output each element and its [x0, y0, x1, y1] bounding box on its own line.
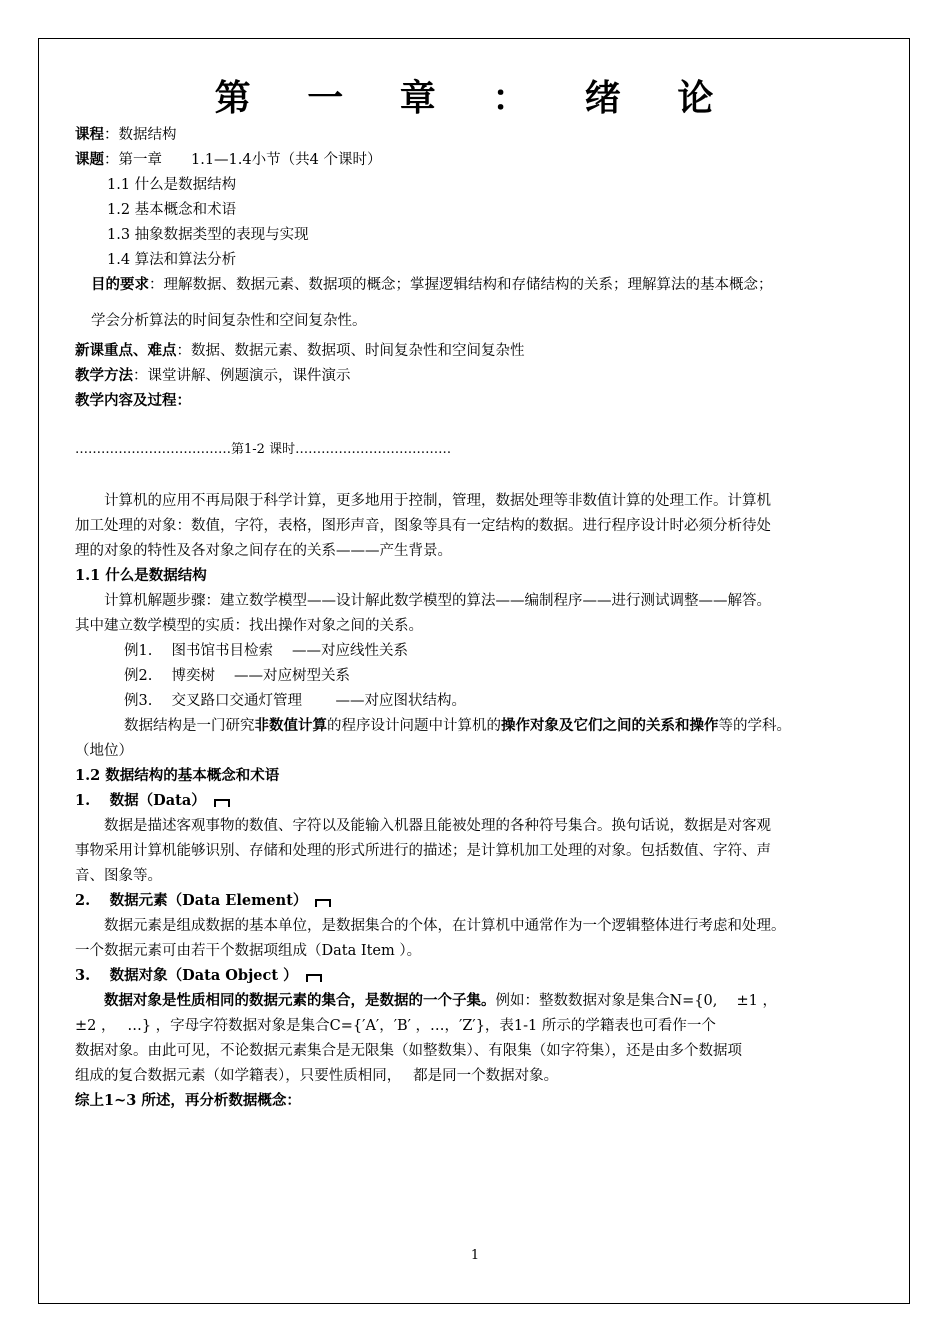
- goal-text-2: 学会分析算法的时间复杂性和空间复杂性。: [91, 313, 367, 329]
- intro-line: 理的对象的特性及各对象之间存在的关系———产生背景。: [75, 543, 452, 559]
- definition-emphasis: 非数值计算: [254, 717, 327, 734]
- definition-text: 数据结构是一门研究: [124, 718, 255, 734]
- section-item: 1.1 什么是数据结构: [107, 177, 237, 193]
- section-item: 1.2 基本概念和术语: [107, 202, 237, 218]
- hook-icon: [315, 899, 331, 907]
- topic-value: ：第一章 1.1—1.4小节（共4 个课时）: [104, 152, 382, 168]
- definition-text: 的程序设计问题中计算机的: [327, 718, 501, 734]
- topic-label: 课题: [75, 151, 104, 168]
- paragraph-line: 其中建立数学模型的实质：找出操作对象之间的关系。: [75, 618, 423, 634]
- paragraph-line: 事物采用计算机能够识别、存储和处理的形式所进行的描述；是计算机加工处理的对象。包括数值、字符、声: [75, 843, 771, 859]
- hook-icon: [306, 974, 322, 982]
- paragraph-line: 数据元素是组成数据的基本单位，是数据集合的个体，在计算机中通常作为一个逻辑整体进行考虑和处理。: [75, 918, 786, 934]
- session-divider: ………………………………第1-2 课时………………………………: [75, 442, 452, 457]
- paragraph-line: 音、图象等。: [75, 868, 162, 884]
- course-line: [75, 124, 177, 146]
- paragraph-line: [75, 990, 777, 1012]
- course-label: 课程: [75, 126, 104, 143]
- paragraph-line: ±2 ， …} ，字母字符数据对象是集合C={′A′，′B′ ，…，′Z′}，表1-1 所示的学籍表也可看作一个: [75, 1018, 716, 1034]
- goal-text: ：理解数据、数据元素、数据项的概念；掌握逻辑结构和存储结构的关系；理解算法的基本概念；: [149, 277, 773, 293]
- content-label: 教学内容及过程：: [75, 392, 191, 409]
- term-label: 1. 数据（Data）: [75, 792, 206, 809]
- intro-line: 加工处理的对象：数值，字符，表格，图形声音，图象等具有一定结构的数据。进行程序设计时必须分析待处: [75, 518, 771, 534]
- course-value: ：数据结构: [104, 127, 177, 143]
- key-label: 新课重点、难点: [75, 342, 177, 359]
- paragraph-line: 组成的复合数据元素（如学籍表），只要性质相同， 都是同一个数据对象。: [75, 1068, 559, 1084]
- paragraph-line: 一个数据元素可由若干个数据项组成（Data Item ）。: [75, 943, 422, 959]
- example-item: 例2. 博奕树 ——对应树型关系: [124, 668, 351, 684]
- section-item: 1.4 算法和算法分析: [107, 252, 237, 268]
- page-number: 1: [470, 1248, 480, 1263]
- term-label: 3. 数据对象（Data Object ）: [75, 967, 298, 984]
- definition-text: 等的学科。: [718, 718, 791, 734]
- goal-label: 目的要求: [91, 276, 149, 293]
- chapter-title: 第 一 章 ： 绪 论: [214, 78, 736, 119]
- key-line: [75, 340, 525, 362]
- paragraph-line: 数据对象。由此可见，不论数据元素集合是无限集（如整数集）、有限集（如字符集），还是由多个数据项: [75, 1043, 742, 1059]
- paragraph-line: 计算机解题步骤：建立数学模型——设计解此数学模型的算法——编制程序——进行测试调整——解答。: [75, 593, 771, 609]
- definition-note: （地位）: [75, 743, 133, 759]
- method-line: [75, 365, 351, 387]
- definition-emphasis: 数据对象是性质相同的数据元素的集合，是数据的一个子集。: [75, 992, 496, 1009]
- method-text: ：课堂讲解、例题演示，课件演示: [133, 368, 351, 384]
- example-item: 例3. 交叉路口交通灯管理 ——对应图状结构。: [124, 693, 467, 709]
- section-heading-1-2: 1.2 数据结构的基本概念和术语: [75, 767, 280, 784]
- definition-line: [124, 715, 791, 737]
- term-heading-data: [75, 790, 230, 812]
- definition-text: 例如：整数数据对象是集合N={0, ±1 ，: [495, 993, 777, 1009]
- goal-line: [91, 274, 773, 296]
- section-heading-1-1: 1.1 什么是数据结构: [75, 567, 207, 584]
- method-label: 教学方法: [75, 367, 133, 384]
- summary-heading: 综上1~3 所述，再分析数据概念：: [75, 1092, 301, 1109]
- term-heading-data-element: [75, 890, 331, 912]
- hook-icon: [214, 799, 230, 807]
- intro-line: 计算机的应用不再局限于科学计算，更多地用于控制，管理，数据处理等非数值计算的处理工作。计算机: [75, 493, 771, 509]
- key-text: ：数据、数据元素、数据项、时间复杂性和空间复杂性: [176, 343, 525, 359]
- term-label: 2. 数据元素（Data Element）: [75, 892, 308, 909]
- definition-emphasis: 操作对象及它们之间的关系和操作: [501, 717, 719, 734]
- paragraph-line: 数据是描述客观事物的数值、字符以及能输入机器且能被处理的各种符号集合。换句话说，数据是对客观: [75, 818, 771, 834]
- term-heading-data-object: [75, 965, 322, 987]
- topic-line: [75, 149, 381, 171]
- section-item: 1.3 抽象数据类型的表现与实现: [107, 227, 309, 243]
- example-item: 例1. 图书馆书目检索 ——对应线性关系: [124, 643, 409, 659]
